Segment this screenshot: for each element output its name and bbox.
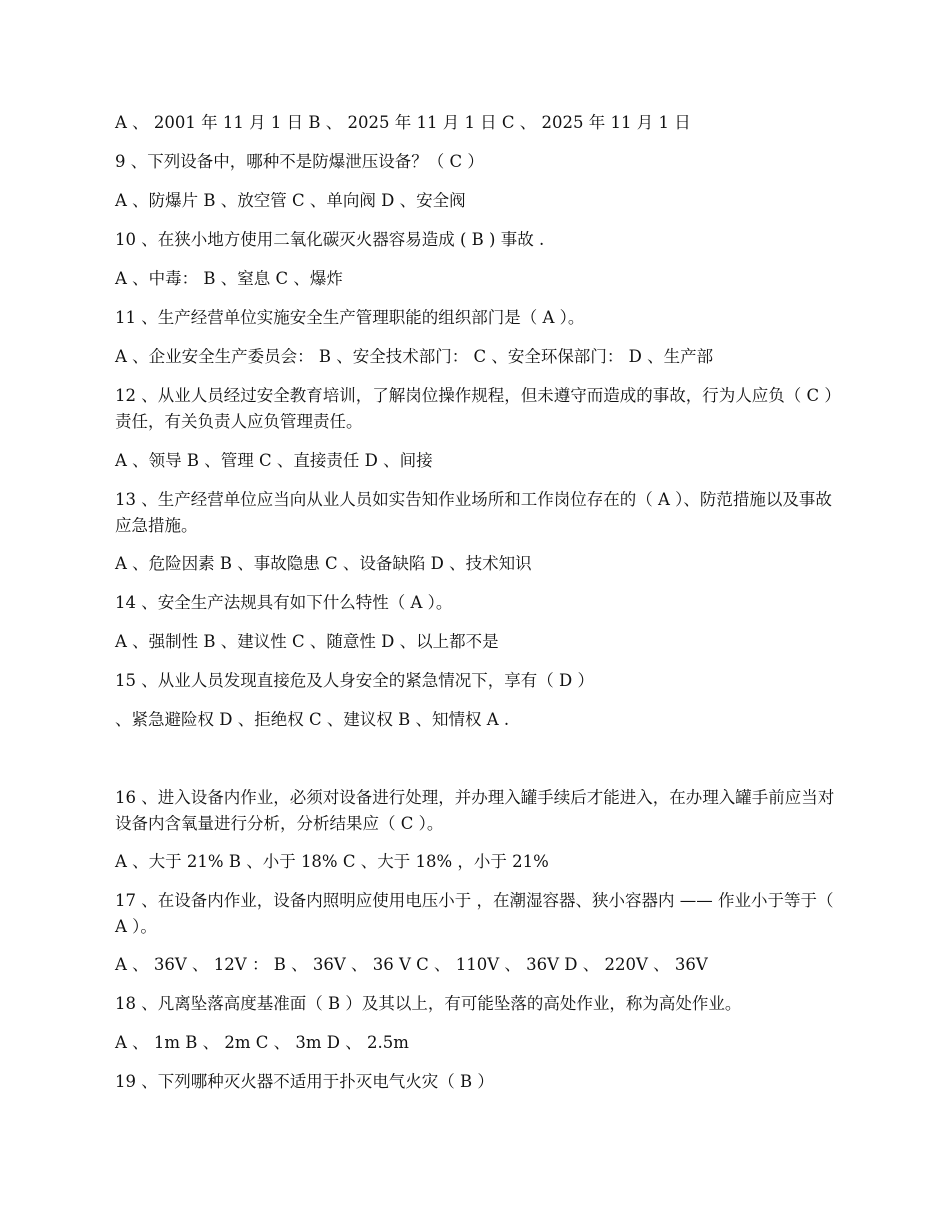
answer-options-q13: A 、危险因素 B 、事故隐患 C 、设备缺陷 D 、技术知识 [115,554,532,573]
question-9: 9 、下列设备中，哪种不是防爆泄压设备？（ C ） [115,152,484,171]
question-17: 17 、在设备内作业，设备内照明应使用电压小于 ，在潮湿容器、狭小容器内 —— 作业小于等于（ A ）。 [115,891,834,936]
question-15: 15 、从业人员发现直接危及人身安全的紧急情况下，享有（ D ） [115,671,594,690]
question-11: 11 、生产经营单位实施安全生产管理职能的组织部门是（ A ）。 [115,308,585,327]
answer-options-q10: A 、中毒： B 、窒息 C 、爆炸 [115,269,343,288]
question-10: 10 、在狭小地方使用二氧化碳灭火器容易造成 ( B ) 事故 . [115,230,545,249]
answer-options-q11: A 、企业安全生产委员会： B 、安全技术部门： C 、安全环保部门： D 、生产部 [115,347,714,366]
question-18: 18 、凡离坠落高度基准面（ B ）及其以上，有可能坠落的高处作业，称为高处作业。 [115,994,742,1013]
answer-options-q18: A 、 1m B 、 2m C 、 3m D 、 2.5m [115,1033,409,1052]
answer-options-q15: 、紧急避险权 D 、拒绝权 C 、建议权 B 、知情权 A . [115,710,510,729]
question-14: 14 、安全生产法规具有如下什么特性（ A ）。 [115,593,453,612]
question-13: 13 、生产经营单位应当向从业人员如实告知作业场所和工作岗位存在的（ A ）、防范措施以及事故应急措施。 [115,490,832,535]
answer-options-q9: A 、防爆片 B 、放空管 C 、单向阀 D 、安全阀 [115,191,466,210]
answer-options-q8: A 、 2001 年 11 月 1 日 B 、 2025 年 11 月 1 日 C 、 2025 年 11 月 1 日 [115,113,691,132]
question-12: 12 、从业人员经过安全教育培训，了解岗位操作规程，但未遵守而造成的事故，行为人应负（ C ）责任，有关负责人应负管理责任。 [115,386,833,431]
answer-options-q14: A 、强制性 B 、建议性 C 、随意性 D 、以上都不是 [115,632,499,651]
answer-options-q16: A 、大于 21% B 、小于 18% C 、大于 18% ，小于 21% [115,852,549,871]
question-19: 19 、下列哪种灭火器不适用于扑灭电气火灾（ B ） [115,1072,494,1091]
answer-options-q17: A 、 36V 、 12V ： B 、 36V 、 36 V C 、 110V 、 36V D 、 220V 、 36V [115,955,708,974]
answer-options-q12: A 、领导 B 、管理 C 、直接责任 D 、间接 [115,451,433,470]
question-16: 16 、进入设备内作业，必须对设备进行处理，并办理入罐手续后才能进入，在办理入罐手前应当对设备内含氧量进行分析，分析结果应（ C ）。 [115,788,835,833]
